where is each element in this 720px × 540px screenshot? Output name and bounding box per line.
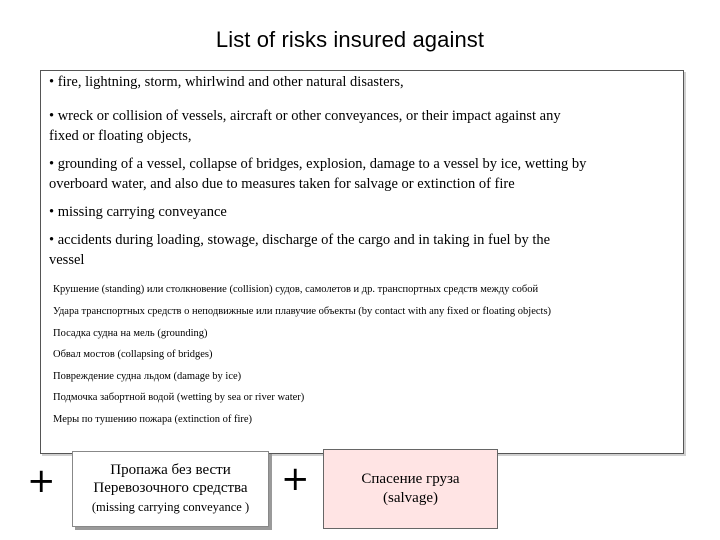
sub-item-wetting: Подмочка забортной водой (wetting by sea or river water): [53, 392, 305, 403]
plus-sign-left: +: [27, 461, 56, 501]
bullet-missing-conveyance: • missing carrying conveyance: [49, 204, 227, 220]
bullet-accidents-loading-line2: vessel: [49, 252, 85, 268]
sub-item-ice-damage: Повреждение судна льдом (damage by ice): [53, 371, 242, 382]
bullet-grounding-line1: • grounding of a vessel, collapse of bridges, explosion, damage to a vessel by ice, wetting by: [49, 156, 587, 172]
sub-item-collision: Крушение (standing) или столкновение (collision) судов, самолетов и др. транспортных средств между собой: [53, 284, 539, 295]
sub-item-grounding: Посадка судна на мель (grounding): [53, 328, 208, 339]
page-title: List of risks insured against: [215, 27, 485, 52]
bullet-grounding-line2: overboard water, and also due to measures taken for salvage or extinction of fire: [49, 176, 515, 192]
missing-box-line1: Пропажа без вести: [110, 462, 231, 478]
sub-item-extinction: Меры по тушению пожара (extinction of fire): [53, 414, 253, 425]
bullet-natural-disasters: • fire, lightning, storm, whirlwind and other natural disasters,: [49, 74, 404, 90]
plus-sign-middle: +: [281, 459, 310, 499]
missing-conveyance-box: [72, 451, 269, 527]
missing-box-line3: (missing carrying conveyance ): [91, 500, 250, 514]
bullet-accidents-loading-line1: • accidents during loading, stowage, discharge of the cargo and in taking in fuel by the: [49, 232, 551, 248]
bullet-wreck-collision-line1: • wreck or collision of vessels, aircraft or other conveyances, or their impact against any: [49, 108, 561, 124]
salvage-box-line1: Спасение груза: [361, 471, 460, 487]
sub-item-contact: Удара транспортных средств о неподвижные или плавучие объекты (by contact with any fixed or floating objects): [53, 306, 552, 317]
missing-box-line2: Перевозочного средства: [93, 480, 248, 496]
salvage-box: [323, 449, 498, 529]
salvage-box-line2: (salvage): [383, 490, 438, 506]
bullet-wreck-collision-line2: fixed or floating objects,: [49, 128, 192, 144]
sub-item-bridges: Обвал мостов (collapsing of bridges): [53, 349, 213, 360]
